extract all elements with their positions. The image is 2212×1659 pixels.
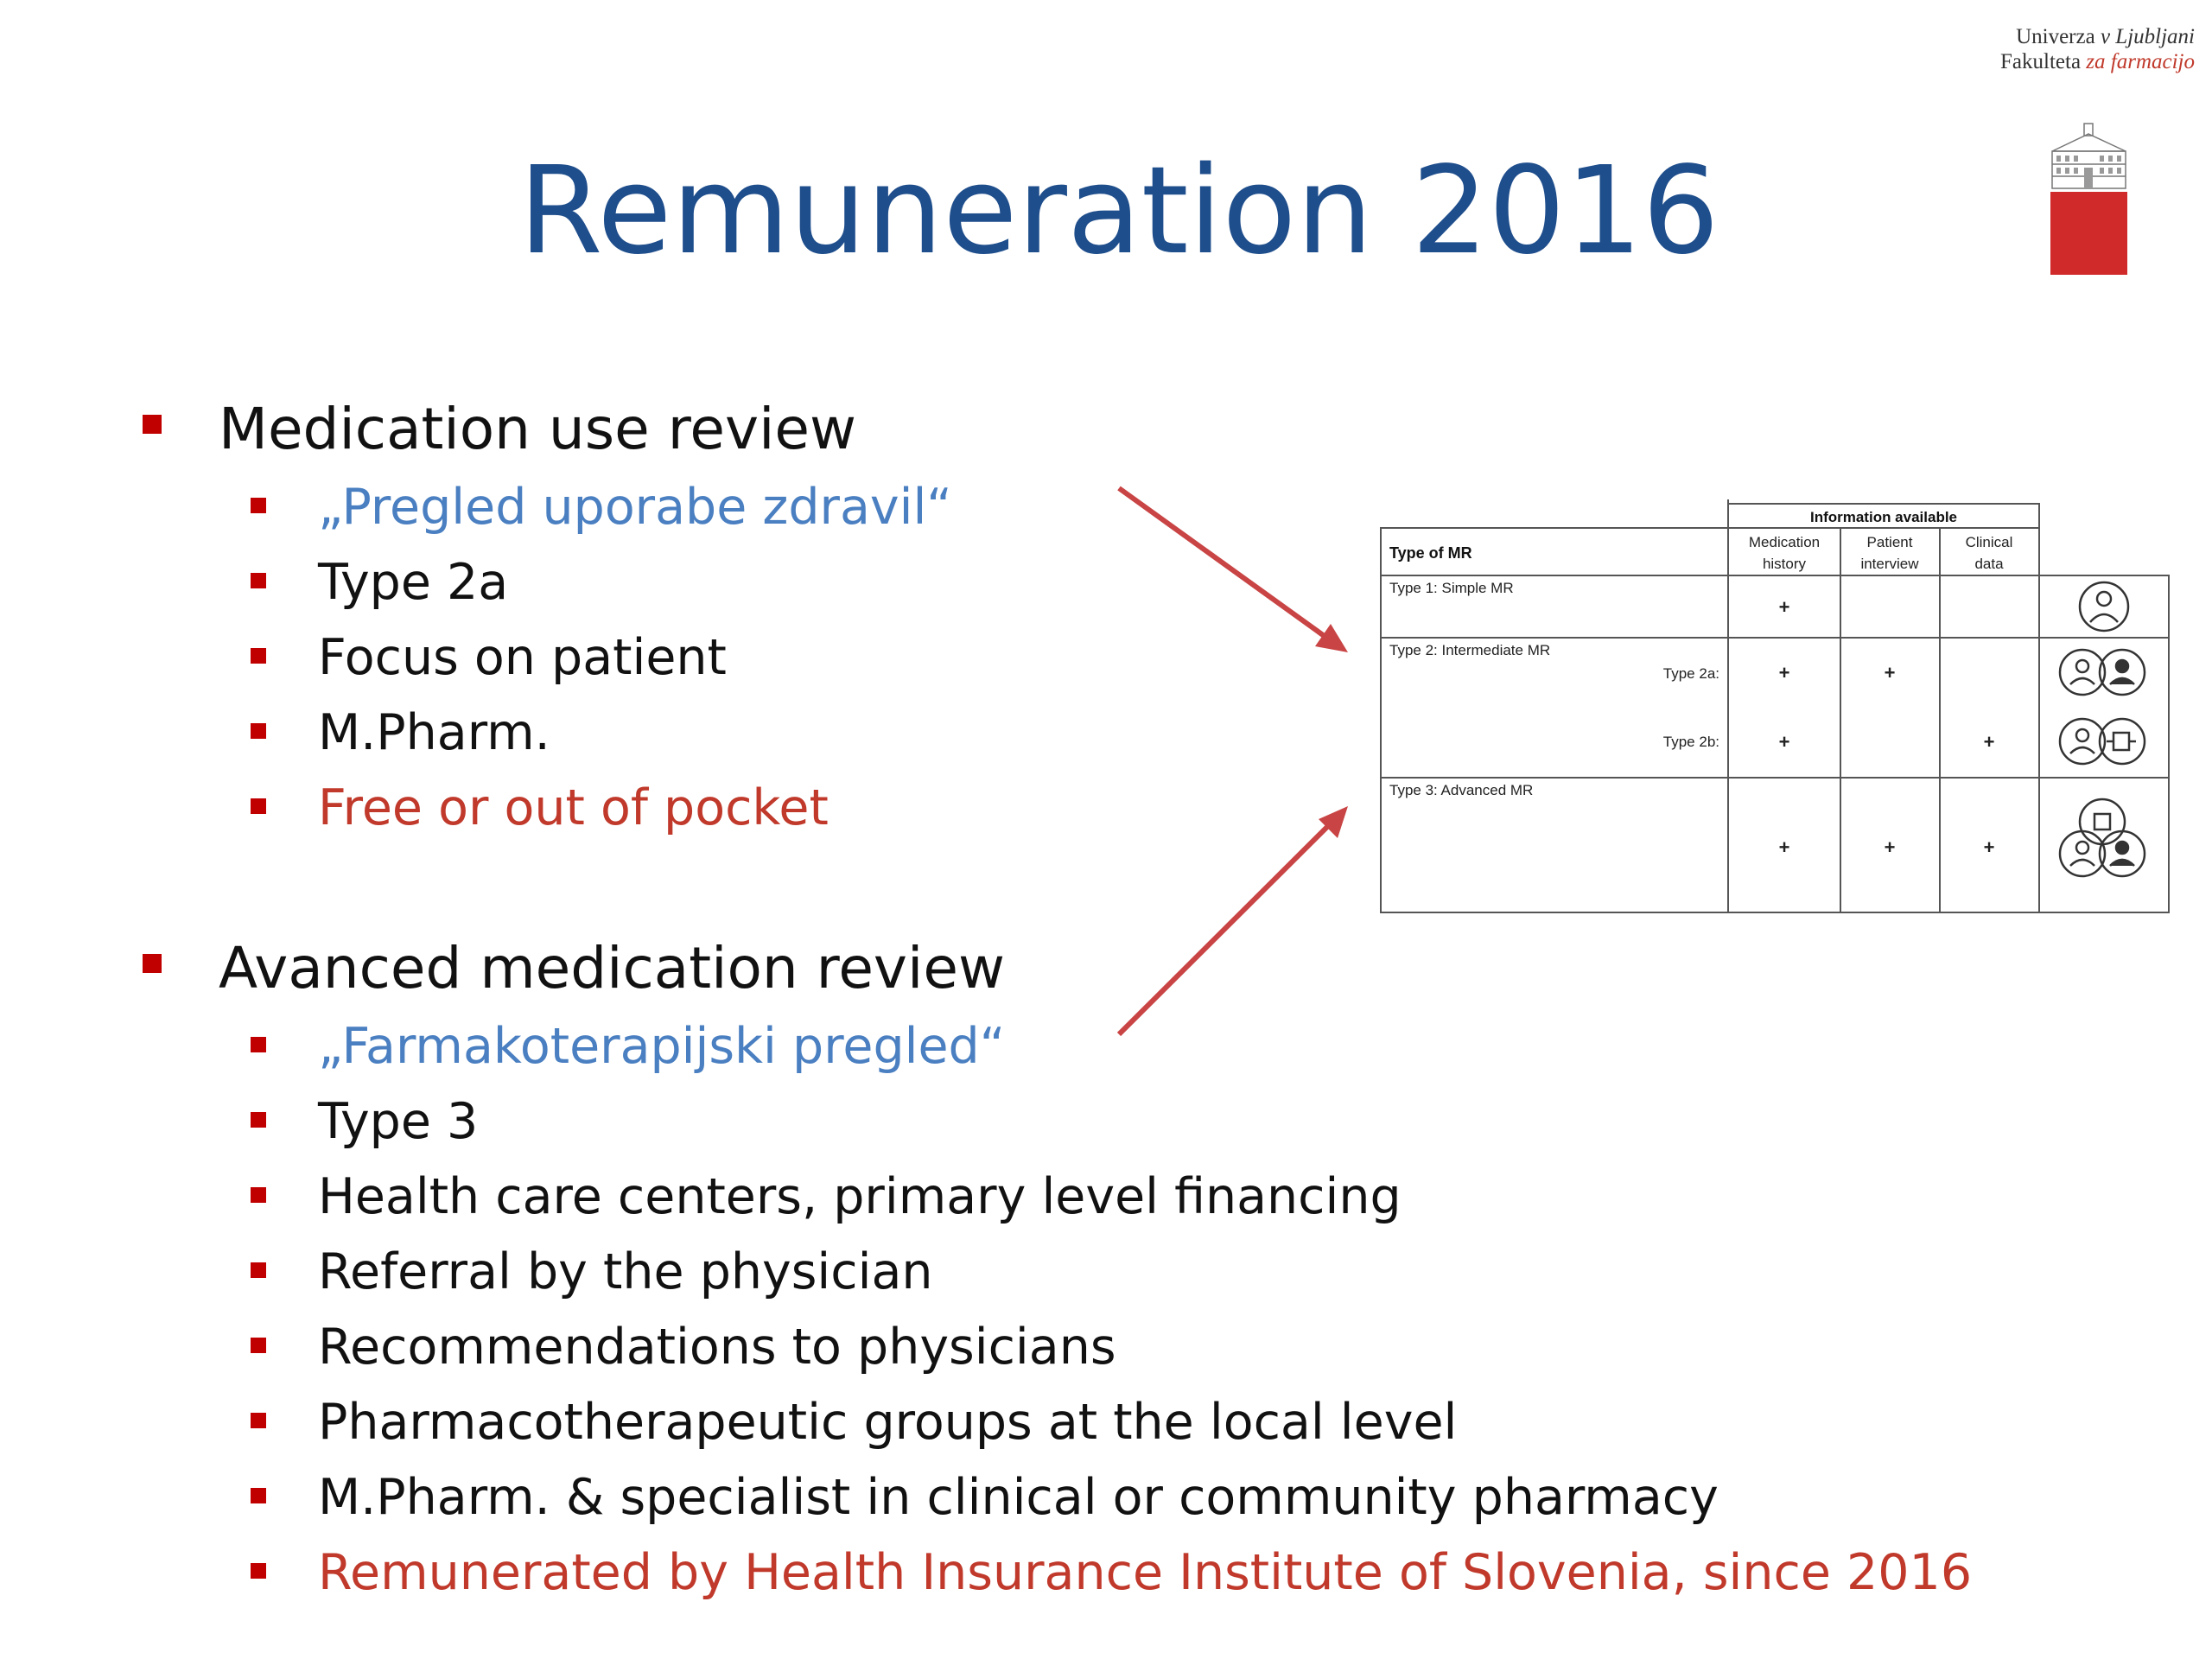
section2-item-2 (318, 1093, 478, 1150)
table-col3-a: Clinical (1965, 534, 2013, 550)
mark-type2b-history: + (1778, 731, 1790, 753)
mark-type3-history: + (1778, 836, 1790, 858)
mark-type2a-interview: + (1884, 662, 1896, 683)
bullet-marker (251, 648, 266, 664)
section1-item-3-text: Focus on patient (318, 629, 727, 686)
section2-item-5-text: Recommendations to physicians (318, 1319, 1116, 1376)
bullet-marker (251, 498, 266, 513)
bullet-marker (251, 1338, 266, 1353)
slide-title: Remuneration 2016 (518, 141, 1719, 282)
section2-item-3-text: Health care centers, primary level financing (318, 1168, 1402, 1225)
pharmacist-patient-icon (2060, 650, 2145, 695)
bullet-marker (251, 1112, 266, 1128)
bullet-marker (251, 1488, 266, 1503)
bullet-marker (251, 723, 266, 739)
section2-heading-text: Avanced medication review (219, 935, 1005, 1001)
section2-item-1-text: „Farmakoterapijski pregled“ (318, 1018, 1006, 1075)
bullet-marker (251, 1413, 266, 1428)
table-col-type: Type of MR (1389, 544, 1472, 562)
pharmacist-clinical-data-icon (2060, 719, 2145, 764)
section2-item-8 (318, 1544, 1972, 1601)
section2-item-6 (318, 1394, 1457, 1451)
bullet-marker (251, 1187, 266, 1203)
section1-heading-text: Medication use review (219, 396, 856, 462)
section1-item-1 (318, 479, 952, 536)
logo-line1-a: Univerza (2016, 25, 2101, 48)
section2-heading (219, 935, 1005, 1001)
bullet-marker (251, 573, 266, 588)
table-col1-a: Medication (1748, 534, 1821, 550)
faculty-logo-text (1936, 24, 2195, 74)
mark-type3-clinical: + (1983, 836, 1995, 858)
arrow-to-type3 (1119, 806, 1348, 1034)
arrow-to-type2 (1119, 488, 1348, 652)
bullet-marker (251, 1563, 266, 1579)
section2-item-4 (318, 1243, 933, 1300)
logo-line2-a: Fakulteta (2000, 50, 2087, 73)
section1-item-4-text: M.Pharm. (318, 704, 550, 761)
table-row-type2b: Type 2b: (1662, 734, 1719, 750)
section2-item-3 (318, 1168, 1402, 1225)
section1-item-5 (318, 779, 829, 836)
bullet-marker (251, 798, 266, 814)
section1-item-3 (318, 629, 727, 686)
section2-item-2-text: Type 3 (318, 1093, 479, 1150)
section2-item-8-text: Remunerated by Health Insurance Institute of Slovenia, since 2016 (318, 1544, 1973, 1601)
section1-item-1-text: „Pregled uporabe zdravil“ (318, 479, 952, 536)
section1-item-2-text: Type 2a (318, 554, 509, 611)
mark-type3-interview: + (1884, 836, 1896, 858)
section2-item-5 (318, 1319, 1116, 1376)
table-row-type3: Type 3: Advanced MR (1389, 782, 1534, 798)
section1-heading (219, 396, 856, 462)
table-row-type2: Type 2: Intermediate MR (1389, 642, 1551, 658)
table-col3-b: data (1974, 556, 2004, 572)
bullet-marker (251, 1037, 266, 1052)
table-group-header: Information available (1809, 509, 1958, 525)
section1-item-5-text: Free or out of pocket (318, 779, 829, 836)
bullet-marker (251, 1262, 266, 1278)
section2-item-7-text: M.Pharm. & specialist in clinical or community pharmacy (318, 1469, 1719, 1526)
mark-type2b-clinical: + (1983, 731, 1995, 753)
bullet-marker (143, 954, 162, 973)
mark-type2a-history: + (1778, 662, 1790, 683)
bullet-marker (143, 415, 162, 434)
logo-line2-b: za farmacijo (2086, 50, 2195, 73)
table-row-type1: Type 1: Simple MR (1389, 580, 1514, 596)
table-col1-b: history (1762, 556, 1807, 572)
pharmacist-patient-clinical-icon (2060, 799, 2145, 876)
section1-item-4 (318, 704, 550, 761)
table-row-type2a: Type 2a: (1662, 665, 1719, 682)
medication-review-types-table (1374, 499, 2177, 914)
mark-type1-history: + (1778, 596, 1790, 618)
section2-item-1 (318, 1018, 1005, 1075)
section2-item-7 (318, 1469, 1719, 1526)
section1-item-2 (318, 554, 508, 611)
section2-item-6-text: Pharmacotherapeutic groups at the local level (318, 1394, 1458, 1451)
pharmacist-icon (2080, 582, 2128, 631)
table-col2-b: interview (1860, 556, 1919, 572)
table-col2-a: Patient (1866, 534, 1913, 550)
logo-line1-b: v Ljubljani (2100, 25, 2195, 48)
section2-item-4-text: Referral by the physician (318, 1243, 933, 1300)
